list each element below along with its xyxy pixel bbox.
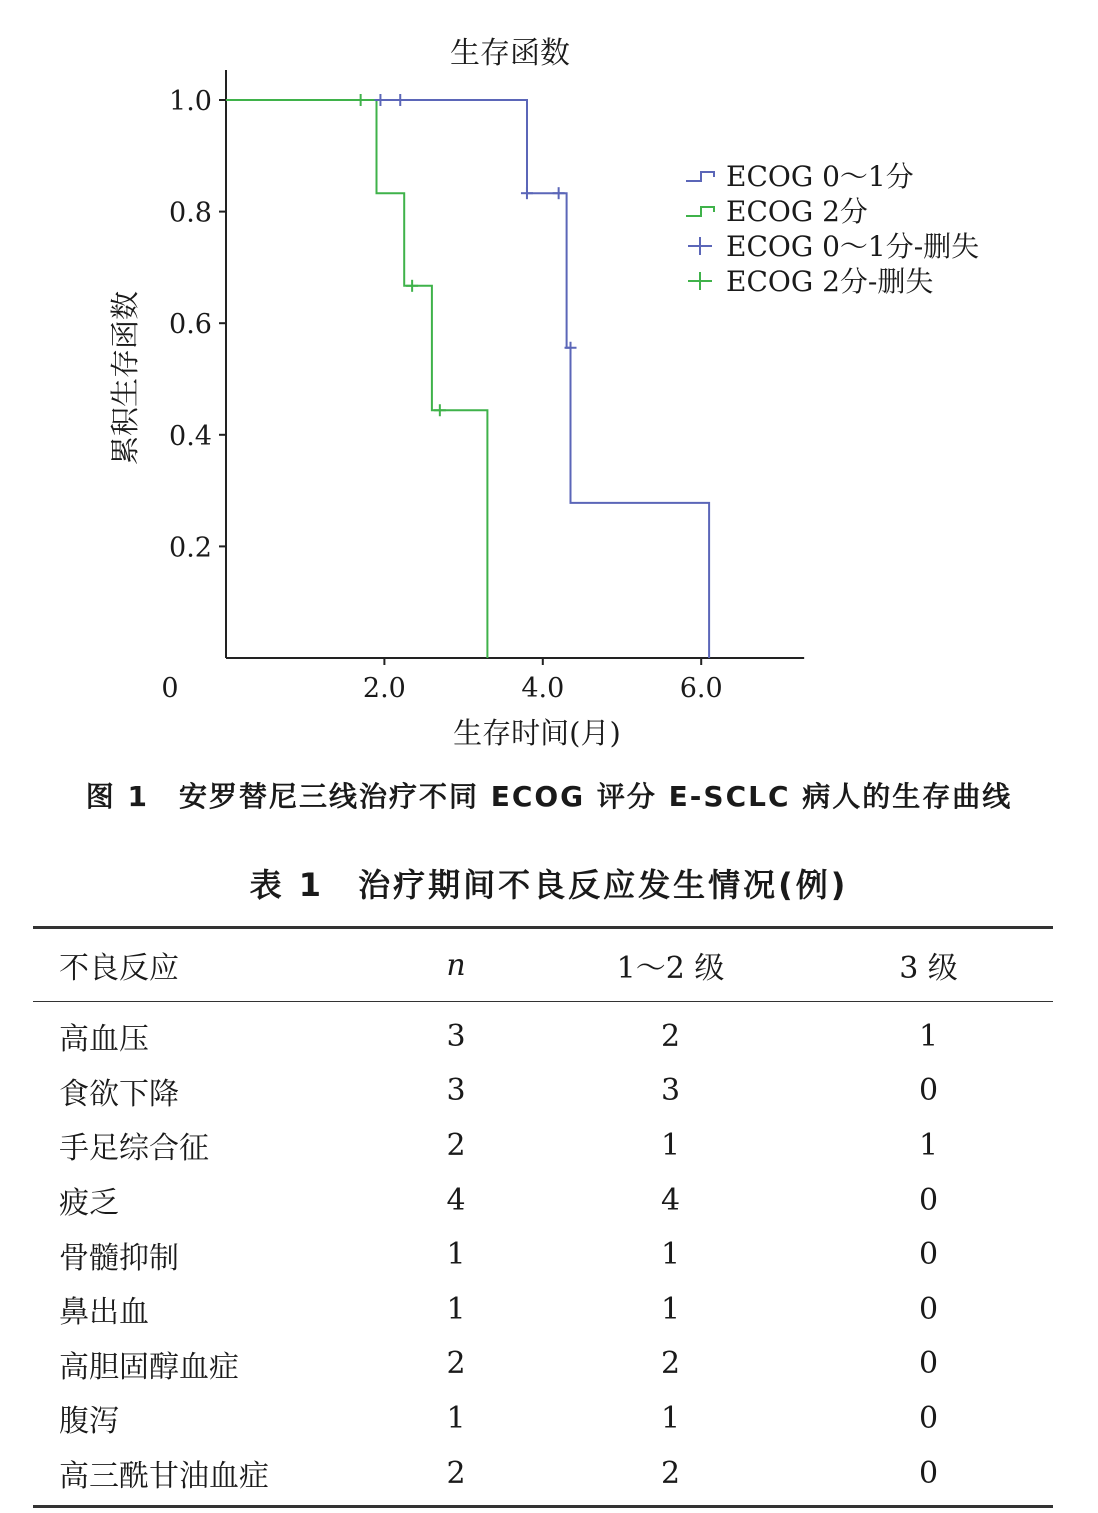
cell-grade-3: 0 — [918, 1291, 939, 1327]
chart-legend — [686, 160, 979, 298]
table-body — [33, 1002, 1053, 1507]
table-number: 表 1 — [249, 866, 325, 904]
cell-n: 2 — [446, 1346, 466, 1382]
y-tick-label: 0.6 — [169, 309, 212, 341]
cell-grade-1-2: 1 — [660, 1400, 681, 1436]
y-tick-label: 0.8 — [169, 197, 212, 229]
table-row — [33, 1282, 1053, 1337]
censor-mark-series-1 — [553, 187, 565, 199]
legend-line-swatch — [686, 172, 714, 181]
legend-item — [688, 230, 979, 263]
x-tick-label: 2.0 — [362, 673, 406, 704]
table-row — [33, 1446, 1053, 1507]
survival-curve-series-2 — [226, 100, 487, 658]
survival-curve-series-1 — [226, 100, 709, 658]
cell-grade-3: 0 — [918, 1400, 939, 1436]
adverse-events-table — [33, 926, 1053, 1508]
y-tick-label: 0.2 — [169, 532, 212, 564]
x-axis-label: 生存时间(月) — [453, 716, 621, 750]
cell-adverse-reaction: 高血压 — [59, 1022, 149, 1058]
legend-line-swatch — [686, 207, 714, 216]
figure-caption — [0, 775, 1098, 815]
chart-title: 生存函数 — [450, 36, 570, 71]
table-row — [33, 1227, 1053, 1282]
cell-adverse-reaction: 手足综合征 — [59, 1131, 209, 1167]
cell-adverse-reaction: 高三酰甘油血症 — [33, 1446, 375, 1507]
header-grade-3: 3 级 — [804, 928, 1053, 1002]
legend-item — [686, 160, 914, 193]
legend-item — [688, 265, 933, 298]
cell-grade-1-2: 2 — [660, 1018, 681, 1054]
cell-grade-3: 0 — [918, 1237, 939, 1273]
cell-grade-1-2: 2 — [660, 1346, 681, 1382]
header-n: n — [375, 928, 537, 1002]
legend-label: ECOG 2分 — [726, 195, 868, 228]
cell-n: 1 — [446, 1237, 466, 1273]
cell-grade-1-2: 3 — [660, 1073, 681, 1109]
figure-caption-text: 安罗替尼三线治疗不同 ECOG 评分 E-SCLC 病人的生存曲线 — [178, 780, 1013, 813]
x-tick-label: 6.0 — [679, 673, 723, 704]
table-row — [33, 1064, 1053, 1119]
y-axis-label: 累积生存函数 — [108, 290, 142, 466]
cell-n: 2 — [375, 1446, 537, 1507]
cell-n: 3 — [446, 1018, 466, 1054]
legend-label: ECOG 0～1分-删失 — [726, 230, 980, 263]
table-row — [33, 1173, 1053, 1228]
chart-axes — [226, 70, 804, 658]
chart-series — [226, 94, 709, 658]
table-row — [33, 1002, 1053, 1064]
header-adverse-reaction: 不良反应 — [33, 928, 375, 1002]
table-caption-text: 治疗期间不良反应发生情况(例) — [358, 866, 849, 904]
cell-grade-3: 0 — [804, 1446, 1053, 1507]
cell-adverse-reaction: 骨髓抑制 — [59, 1240, 179, 1276]
cell-grade-1-2: 1 — [660, 1291, 681, 1327]
cell-adverse-reaction: 食欲下降 — [59, 1076, 179, 1112]
cell-adverse-reaction: 高胆固醇血症 — [59, 1349, 239, 1385]
cell-adverse-reaction: 疲乏 — [59, 1186, 119, 1222]
cell-n: 4 — [446, 1182, 466, 1218]
cell-n: 3 — [446, 1073, 466, 1109]
cell-grade-3: 0 — [918, 1346, 939, 1382]
censor-mark-series-2 — [355, 94, 367, 106]
cell-grade-1-2: 2 — [537, 1446, 804, 1507]
cell-adverse-reaction: 鼻出血 — [59, 1295, 149, 1331]
censor-mark-series-1 — [521, 187, 533, 199]
cell-grade-3: 1 — [918, 1127, 939, 1163]
censor-mark-series-1 — [394, 94, 406, 106]
table-row — [33, 1337, 1053, 1392]
cell-n: 2 — [446, 1127, 466, 1163]
cell-grade-3: 1 — [918, 1018, 939, 1054]
table-header-row — [33, 928, 1053, 1002]
cell-adverse-reaction: 腹泻 — [59, 1404, 119, 1440]
chart-ticks — [161, 86, 722, 704]
legend-item — [686, 195, 868, 228]
x-tick-label: 0 — [161, 673, 179, 704]
x-tick-label: 4.0 — [521, 673, 565, 704]
cell-n: 1 — [446, 1400, 466, 1436]
censor-mark-series-2 — [434, 404, 446, 416]
table-row — [33, 1118, 1053, 1173]
table-caption — [0, 860, 1098, 906]
censor-mark-series-2 — [406, 280, 418, 292]
legend-label: ECOG 2分-删失 — [726, 265, 934, 298]
cell-grade-1-2: 4 — [660, 1182, 681, 1218]
y-tick-label: 0.4 — [169, 420, 212, 452]
y-tick-label: 1.0 — [169, 86, 212, 117]
cell-grade-3: 0 — [918, 1073, 939, 1109]
figure-number: 图 1 — [85, 780, 149, 813]
cell-grade-3: 0 — [918, 1182, 939, 1218]
cell-grade-1-2: 1 — [660, 1237, 681, 1273]
header-grade-1-2: 1～2 级 — [537, 928, 804, 1002]
cell-n: 1 — [446, 1291, 466, 1327]
legend-label: ECOG 0～1分 — [726, 160, 914, 193]
cell-grade-1-2: 1 — [660, 1127, 681, 1163]
table-row — [33, 1391, 1053, 1446]
